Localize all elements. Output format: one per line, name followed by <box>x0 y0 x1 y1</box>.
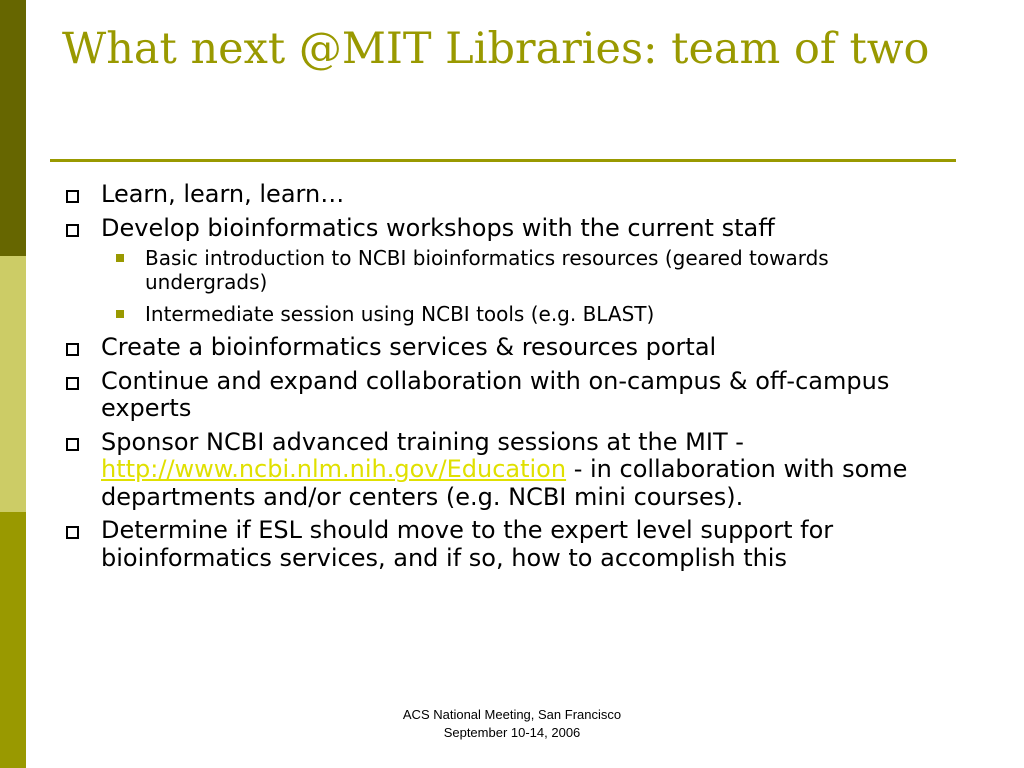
bullet-item <box>66 215 946 327</box>
sidebar-band-bottom <box>0 512 26 768</box>
bullet-item <box>66 517 946 572</box>
hollow-square-bullet-icon <box>66 190 79 203</box>
footer-event-name: ACS National Meeting, San Francisco <box>402 707 622 722</box>
bullet-item <box>66 368 946 423</box>
sub-bullet-item <box>101 302 946 326</box>
sub-bullet-item <box>101 246 946 294</box>
bullet-item <box>66 181 946 209</box>
sidebar-band-top <box>0 0 26 256</box>
sidebar-band-middle <box>0 256 26 512</box>
hollow-square-bullet-icon <box>66 526 79 539</box>
sub-bullet-list <box>101 246 946 326</box>
hollow-square-bullet-icon <box>66 224 79 237</box>
bullet-text-before-link: Sponsor NCBI advanced training sessions at the MIT - <box>101 427 744 456</box>
ncbi-education-link[interactable]: http://www.ncbi.nlm.nih.gov/Education <box>101 455 567 483</box>
hollow-square-bullet-icon <box>66 438 79 451</box>
bullet-item <box>66 429 946 512</box>
bullet-text: Learn, learn, learn… <box>101 180 345 208</box>
bullet-item <box>66 334 946 362</box>
sub-bullet-text: Intermediate session using NCBI tools (e.g. BLAST) <box>145 302 655 326</box>
bullet-text: Create a bioinformatics services & resources portal <box>101 333 717 361</box>
slide-footer <box>362 706 662 742</box>
filled-square-bullet-icon <box>116 254 124 262</box>
title-divider <box>50 159 956 162</box>
bullet-text-after-link: - in collaboration with some departments and/or centers (e.g. NCBI mini courses). <box>101 455 908 511</box>
hollow-square-bullet-icon <box>66 343 79 356</box>
bullet-text: Determine if ESL should move to the expert level support for bioinformatics services, and if so, how to accomplish this <box>101 516 834 572</box>
filled-square-bullet-icon <box>116 310 124 318</box>
sub-bullet-text: Basic introduction to NCBI bioinformatics resources (geared towards undergrads) <box>145 246 829 294</box>
slide-title: What next @MIT Libraries: team of two <box>62 24 930 74</box>
footer-event-dates: September 10-14, 2006 <box>443 725 581 740</box>
bullet-list <box>66 181 946 578</box>
bullet-text: Develop bioinformatics workshops with the current staff <box>101 213 775 242</box>
hollow-square-bullet-icon <box>66 377 79 390</box>
bullet-text: Continue and expand collaboration with on-campus & off-campus experts <box>101 366 890 422</box>
